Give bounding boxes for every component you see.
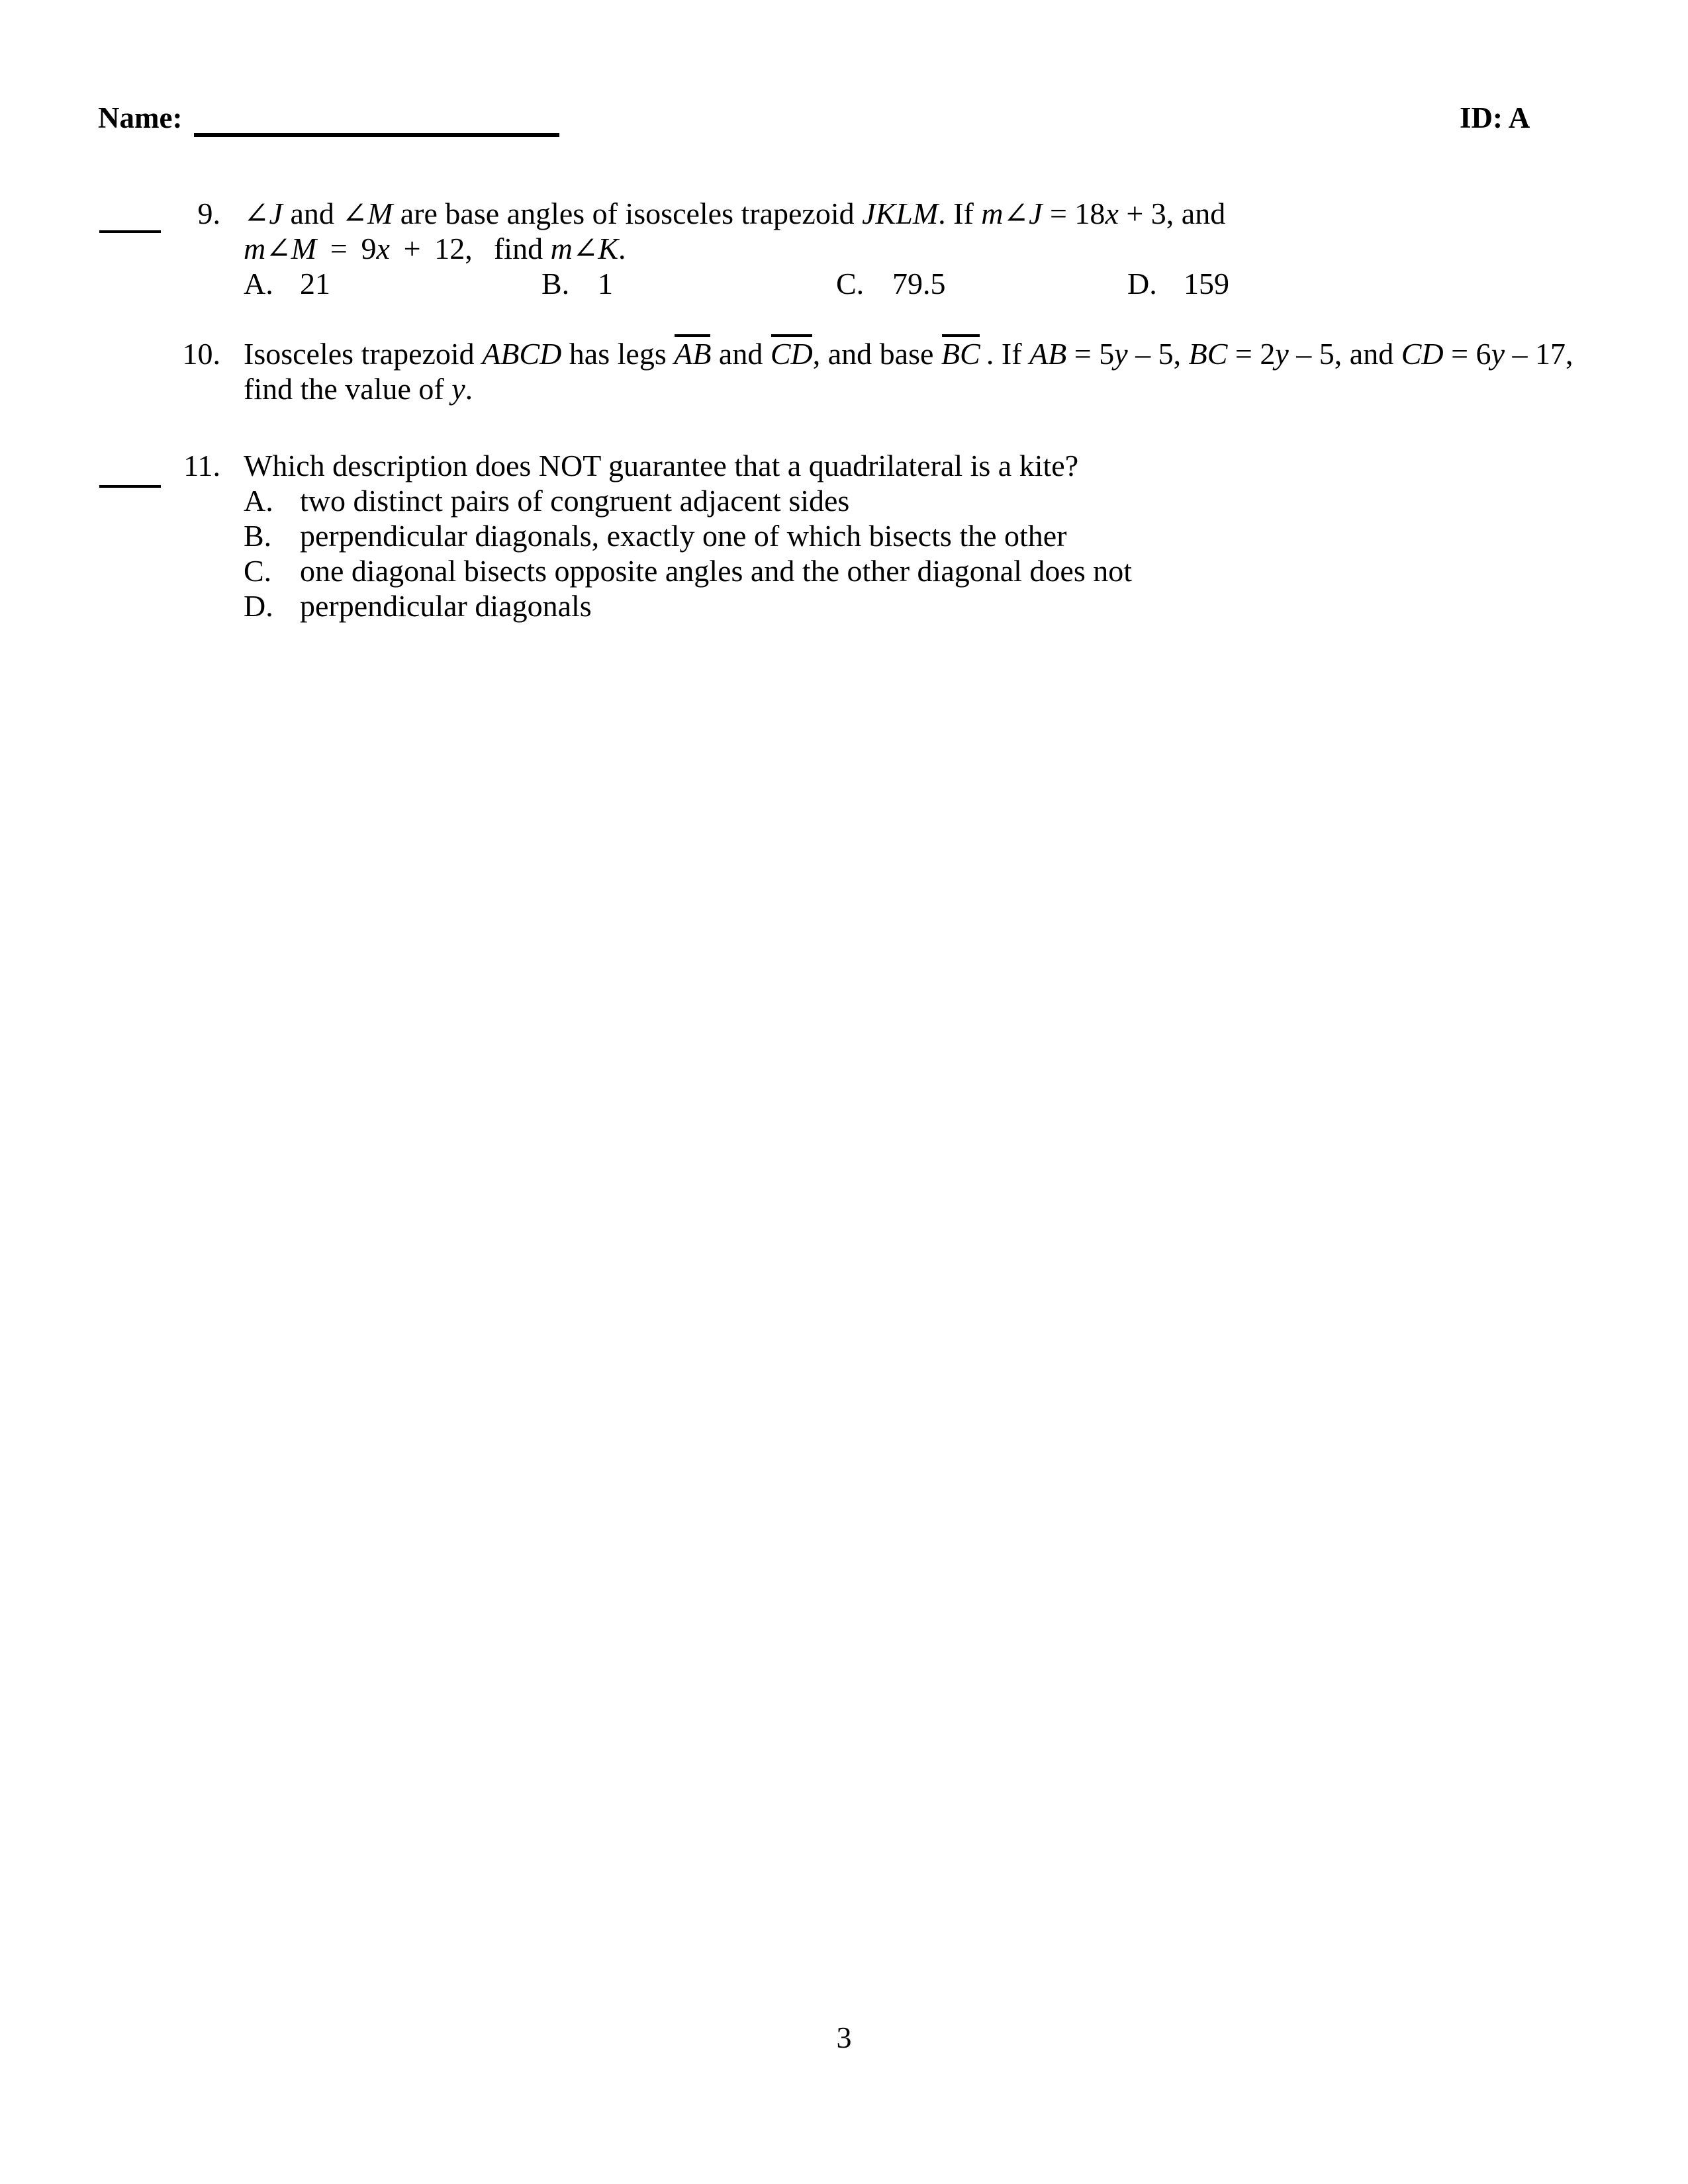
text-segment: 21 bbox=[300, 267, 330, 300]
name-label: Name: bbox=[98, 101, 183, 134]
text-segment: ∠ bbox=[265, 232, 291, 265]
text-segment: . bbox=[618, 232, 626, 265]
text-segment: – 5, bbox=[1127, 337, 1189, 371]
question-11-choice-A bbox=[244, 483, 1634, 518]
question-10-number: 10. bbox=[182, 337, 220, 371]
question-9-choice-D bbox=[1127, 266, 1229, 301]
choice-letter: A. bbox=[244, 484, 273, 518]
text-segment: has legs bbox=[561, 337, 675, 371]
question-11-number: 11. bbox=[183, 449, 220, 482]
text-segment: perpendicular diagonals, exactly one of which bisects the other bbox=[300, 519, 1067, 553]
choice-text bbox=[598, 267, 613, 300]
question-9-choice-B bbox=[541, 266, 836, 301]
text-segment: 79.5 bbox=[892, 267, 946, 300]
question-10-text-line-1 bbox=[244, 336, 1634, 371]
text-segment: m bbox=[981, 197, 1004, 230]
text-segment: BC bbox=[1188, 337, 1228, 371]
choice-letter: D. bbox=[244, 589, 273, 623]
segment-overline-text: BC bbox=[941, 337, 980, 371]
choice-letter: C. bbox=[836, 267, 865, 300]
text-segment: y bbox=[451, 372, 465, 406]
text-segment: m bbox=[244, 232, 266, 265]
text-segment: CD bbox=[1401, 337, 1444, 371]
text-segment: and bbox=[711, 337, 771, 371]
text-segment: = 18 bbox=[1042, 197, 1105, 230]
text-segment: 159 bbox=[1184, 267, 1229, 300]
text-segment: + 3, and bbox=[1118, 197, 1226, 230]
question-9-text-line-1 bbox=[244, 196, 1634, 231]
text-segment: = 9 bbox=[316, 232, 377, 265]
choice-text bbox=[300, 518, 1067, 553]
text-segment: = 5 bbox=[1066, 337, 1115, 371]
text-segment: y bbox=[1114, 337, 1128, 371]
text-segment: perpendicular diagonals bbox=[300, 589, 592, 623]
question-11-choice-B bbox=[244, 518, 1634, 553]
text-segment: two distinct pairs of congruent adjacent sides bbox=[300, 484, 850, 518]
text-segment: AB bbox=[1029, 337, 1067, 371]
text-segment: ∠ bbox=[1003, 197, 1029, 230]
text-segment: = 6 bbox=[1443, 337, 1491, 371]
text-segment: JKLM bbox=[862, 197, 939, 230]
question-11-choice-D bbox=[244, 588, 1634, 623]
text-segment: – 5, and bbox=[1288, 337, 1401, 371]
text-segment: ∠ bbox=[572, 232, 598, 265]
text-segment: and bbox=[282, 197, 342, 230]
text-segment: y bbox=[1275, 337, 1289, 371]
text-segment: find the value of bbox=[244, 372, 452, 406]
text-segment: K bbox=[598, 232, 619, 265]
question-11-body bbox=[244, 448, 1634, 623]
text-segment: – 17, bbox=[1504, 337, 1573, 371]
text-segment: ABCD bbox=[482, 337, 562, 371]
segment-overline-text: CD bbox=[770, 337, 813, 371]
text-segment: 1 bbox=[598, 267, 613, 300]
text-segment: = 2 bbox=[1227, 337, 1276, 371]
choice-letter: A. bbox=[244, 267, 273, 300]
choice-letter: C. bbox=[244, 554, 272, 588]
choice-text bbox=[300, 553, 1132, 588]
choice-text bbox=[892, 267, 946, 300]
text-segment: M bbox=[367, 197, 393, 230]
choice-letter: B. bbox=[244, 519, 272, 553]
choice-text bbox=[300, 588, 592, 623]
text-segment: m bbox=[550, 232, 573, 265]
question-9-body bbox=[244, 196, 1634, 301]
text-segment: y bbox=[1491, 337, 1505, 371]
question-9-number: 9. bbox=[197, 197, 220, 230]
question-11-choice-C bbox=[244, 553, 1634, 588]
question-9-choice-C bbox=[836, 266, 1127, 301]
question-11-text-line-1 bbox=[244, 448, 1634, 483]
text-segment: + 12, find bbox=[389, 232, 551, 265]
question-9-choices bbox=[244, 266, 1634, 301]
segment-overline-text: AB bbox=[674, 337, 712, 371]
text-segment: x bbox=[1105, 197, 1119, 230]
name-blank-line bbox=[194, 133, 559, 137]
question-11-answer-blank-line bbox=[99, 485, 161, 488]
text-segment: one diagonal bisects opposite angles and the other diagonal does not bbox=[300, 554, 1133, 588]
text-segment: . bbox=[465, 372, 473, 406]
question-10-body bbox=[244, 336, 1634, 406]
text-segment: J bbox=[269, 197, 283, 230]
text-segment: Isosceles trapezoid bbox=[244, 337, 483, 371]
text-segment: J bbox=[1029, 197, 1043, 230]
question-9-choice-A bbox=[244, 266, 541, 301]
text-segment: ∠ bbox=[244, 197, 269, 230]
question-10-text-line-2 bbox=[244, 371, 1634, 406]
text-segment: . If bbox=[938, 197, 982, 230]
page-number: 3 bbox=[836, 2021, 852, 2054]
text-segment: are base angles of isosceles trapezoid bbox=[393, 197, 863, 230]
id-label: ID: A bbox=[1460, 101, 1530, 134]
text-segment: M bbox=[291, 232, 317, 265]
choice-text bbox=[300, 483, 849, 518]
choice-text bbox=[1184, 267, 1229, 300]
text-segment: , and base bbox=[812, 337, 941, 371]
question-9-text-line-2 bbox=[244, 231, 1634, 266]
text-segment: x bbox=[376, 232, 390, 265]
choice-letter: D. bbox=[1127, 267, 1157, 300]
choice-text bbox=[300, 267, 330, 300]
text-segment: . If bbox=[980, 337, 1030, 371]
text-segment: Which description does NOT guarantee that a quadrilateral is a kite? bbox=[244, 449, 1079, 482]
text-segment: ∠ bbox=[342, 197, 367, 230]
choice-letter: B. bbox=[541, 267, 570, 300]
